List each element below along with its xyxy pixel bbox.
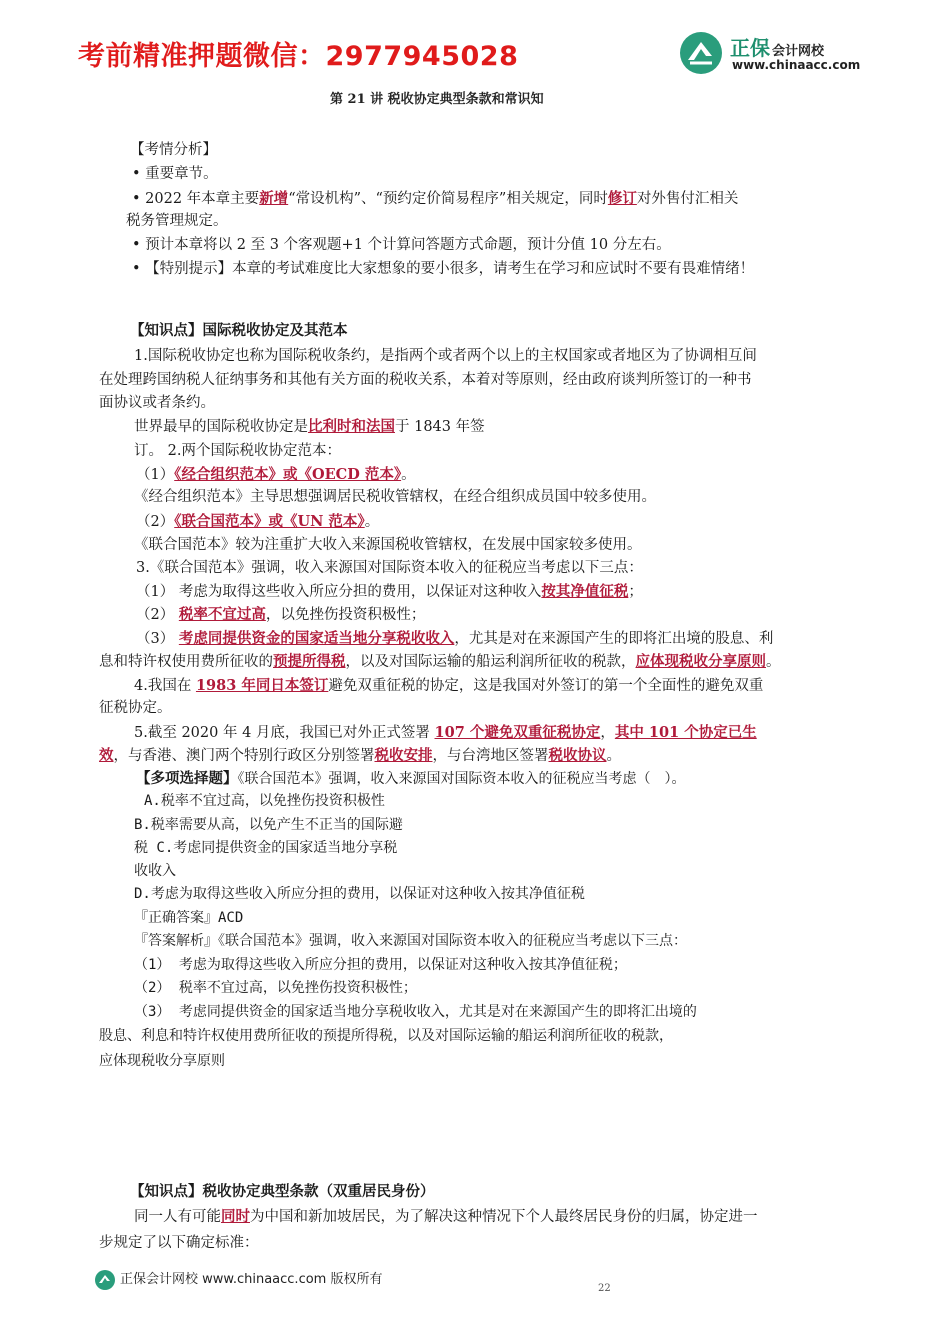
- kp1-p1-line3: 面协议或者条约。: [99, 395, 215, 411]
- kp1-p3-item2: （2） 税率不宜过高，以免挫伤投资积极性；: [136, 606, 426, 623]
- question-explanation-3: （3） 考虑同提供资金的国家适当地分享税收收入，尤其是对在来源国产生的即将汇出境的: [134, 1004, 697, 1020]
- promo-banner: 考前精准押题微信：2977945028: [78, 41, 519, 72]
- analysis-bullet-2-cont: 税务管理规定。: [126, 213, 228, 229]
- kp1-p3-item3-cont: 息和特许权使用费所征收的预提所得税，以及对国际运输的船运利润所征收的税款，应体现税收分享原则。: [99, 653, 781, 670]
- question-option-b: B.税率需要从高，以免产生不正当的国际避: [134, 817, 403, 833]
- question-explanation-3-cont: 股息、利息和特许权使用费所征收的预提所得税，以及对国际运输的船运利润所征收的税款，: [99, 1028, 673, 1044]
- kp2-title: 【知识点】税收协定典型条款（双重居民身份）: [130, 1183, 435, 1200]
- logo-url: www.chinaacc.com: [732, 58, 861, 72]
- kp1-p1-line1: 1.国际税收协定也称为国际税收条约，是指两个或者两个以上的主权国家或者地区为了协调相互间: [134, 348, 757, 364]
- question-explanation-1: （1） 考虑为取得这些收入所应分担的费用，以保证对这种收入按其净值征税；: [134, 957, 627, 973]
- analysis-bullet-3: • 预计本章将以 2 至 3 个客观题+1 个计算问答题方式命题，预计分值 10 分左右。: [132, 237, 671, 253]
- question-explanation-2: （2） 税率不宜过高，以免挫伤投资积极性；: [134, 980, 417, 996]
- analysis-bullet-4: • 【特别提示】本章的考试难度比大家想象的要小很多，请考生在学习和应试时不要有畏难情绪！: [132, 261, 755, 277]
- kp2-p1-cut: 步规定了以下确定标准：: [99, 1235, 259, 1251]
- kp1-model-2-desc: 《联合国范本》较为注重扩大收入来源国税收管辖权，在发展中国家较多使用。: [134, 537, 642, 553]
- kp1-p5: 5.截至 2020 年 4 月底，我国已对外正式签署 107 个避免双重征税协定，其中 101 个协定已生: [134, 724, 757, 741]
- page-number: 22: [598, 1283, 611, 1294]
- page-heading-cut: 第 21 讲 税收协定典型条款和常识知: [330, 92, 544, 107]
- analysis-bullet-2: • 2022 年本章主要新增“常设机构”、“预约定价简易程序”相关规定，同时修订对外售付汇相关: [132, 190, 739, 207]
- question-option-c-cont: 收收入: [134, 863, 176, 879]
- kp1-p2: 世界最早的国际税收协定是比利时和法国于 1843 年签: [134, 418, 485, 435]
- kp1-model-1: （1）《经合组织范本》或《OECD 范本》。: [136, 466, 416, 483]
- kp1-p3-item1: （1） 考虑为取得这些收入所应分担的费用，以保证对这种收入按其净值征税；: [136, 583, 643, 600]
- logo-icon: [678, 30, 724, 76]
- question-option-d: D.考虑为取得这些收入所应分担的费用，以保证对这种收入按其净值征税: [134, 886, 585, 902]
- site-logo[interactable]: [678, 30, 868, 76]
- question-explanation-3-end: 应体现税收分享原则: [99, 1053, 225, 1069]
- question-option-b-cont: 税 C.考虑同提供资金的国家适当地分享税: [134, 840, 398, 856]
- logo-name: 正保 会计网校: [730, 36, 825, 60]
- kp1-p3: 3.《联合国范本》强调，收入来源国对国际资本收入的征税应当考虑以下三点：: [136, 560, 643, 576]
- footer-text: 正保会计网校 www.chinaacc.com 版权所有: [120, 1272, 383, 1287]
- kp1-title: 【知识点】国际税收协定及其范本: [130, 322, 348, 339]
- kp1-model-2: （2）《联合国范本》或《UN 范本》。: [136, 513, 380, 530]
- analysis-title: 【考情分析】: [130, 142, 217, 158]
- kp1-p1-line2: 在处理跨国纳税人征纳事务和其他有关方面的税收关系，本着对等原则，经由政府谈判所签订的一种书: [99, 372, 752, 388]
- kp1-p4: 4.我国在 1983 年同日本签订避免双重征税的协定，这是我国对外签订的第一个全面性的避免双重: [134, 677, 764, 694]
- question-explanation: 『答案解析』《联合国范本》强调，收入来源国对国际资本收入的征税应当考虑以下三点：: [134, 933, 687, 949]
- question-stem: 【多项选择题】《联合国范本》强调，收入来源国对国际资本收入的征税应当考虑（ ）。: [136, 770, 686, 787]
- kp1-p4-cont: 征税协定。: [99, 700, 172, 716]
- analysis-bullet-1: • 重要章节。: [132, 166, 218, 182]
- question-option-a: A.税率不宜过高，以免挫伤投资积极性: [144, 793, 385, 809]
- kp1-model-1-desc: 《经合组织范本》主导思想强调居民税收管辖权，在经合组织成员国中较多使用。: [134, 489, 656, 505]
- question-answer: 『正确答案』ACD: [134, 910, 244, 926]
- kp1-p3-item3: （3） 考虑同提供资金的国家适当地分享税收收入，尤其是对在来源国产生的即将汇出境的股息、利: [136, 630, 774, 647]
- page-footer: [94, 1268, 382, 1291]
- footer-logo-icon: [94, 1269, 116, 1291]
- kp2-p1: 同一人有可能同时为中国和新加坡居民，为了解决这种情况下个人最终居民身份的归属，协定进一: [134, 1208, 758, 1225]
- kp1-p2-cont: 订。 2.两个国际税收协定范本：: [134, 443, 341, 459]
- kp1-p5-cont: 效，与香港、澳门两个特别行政区分别签署税收安排，与台湾地区签署税收协议。: [99, 747, 621, 764]
